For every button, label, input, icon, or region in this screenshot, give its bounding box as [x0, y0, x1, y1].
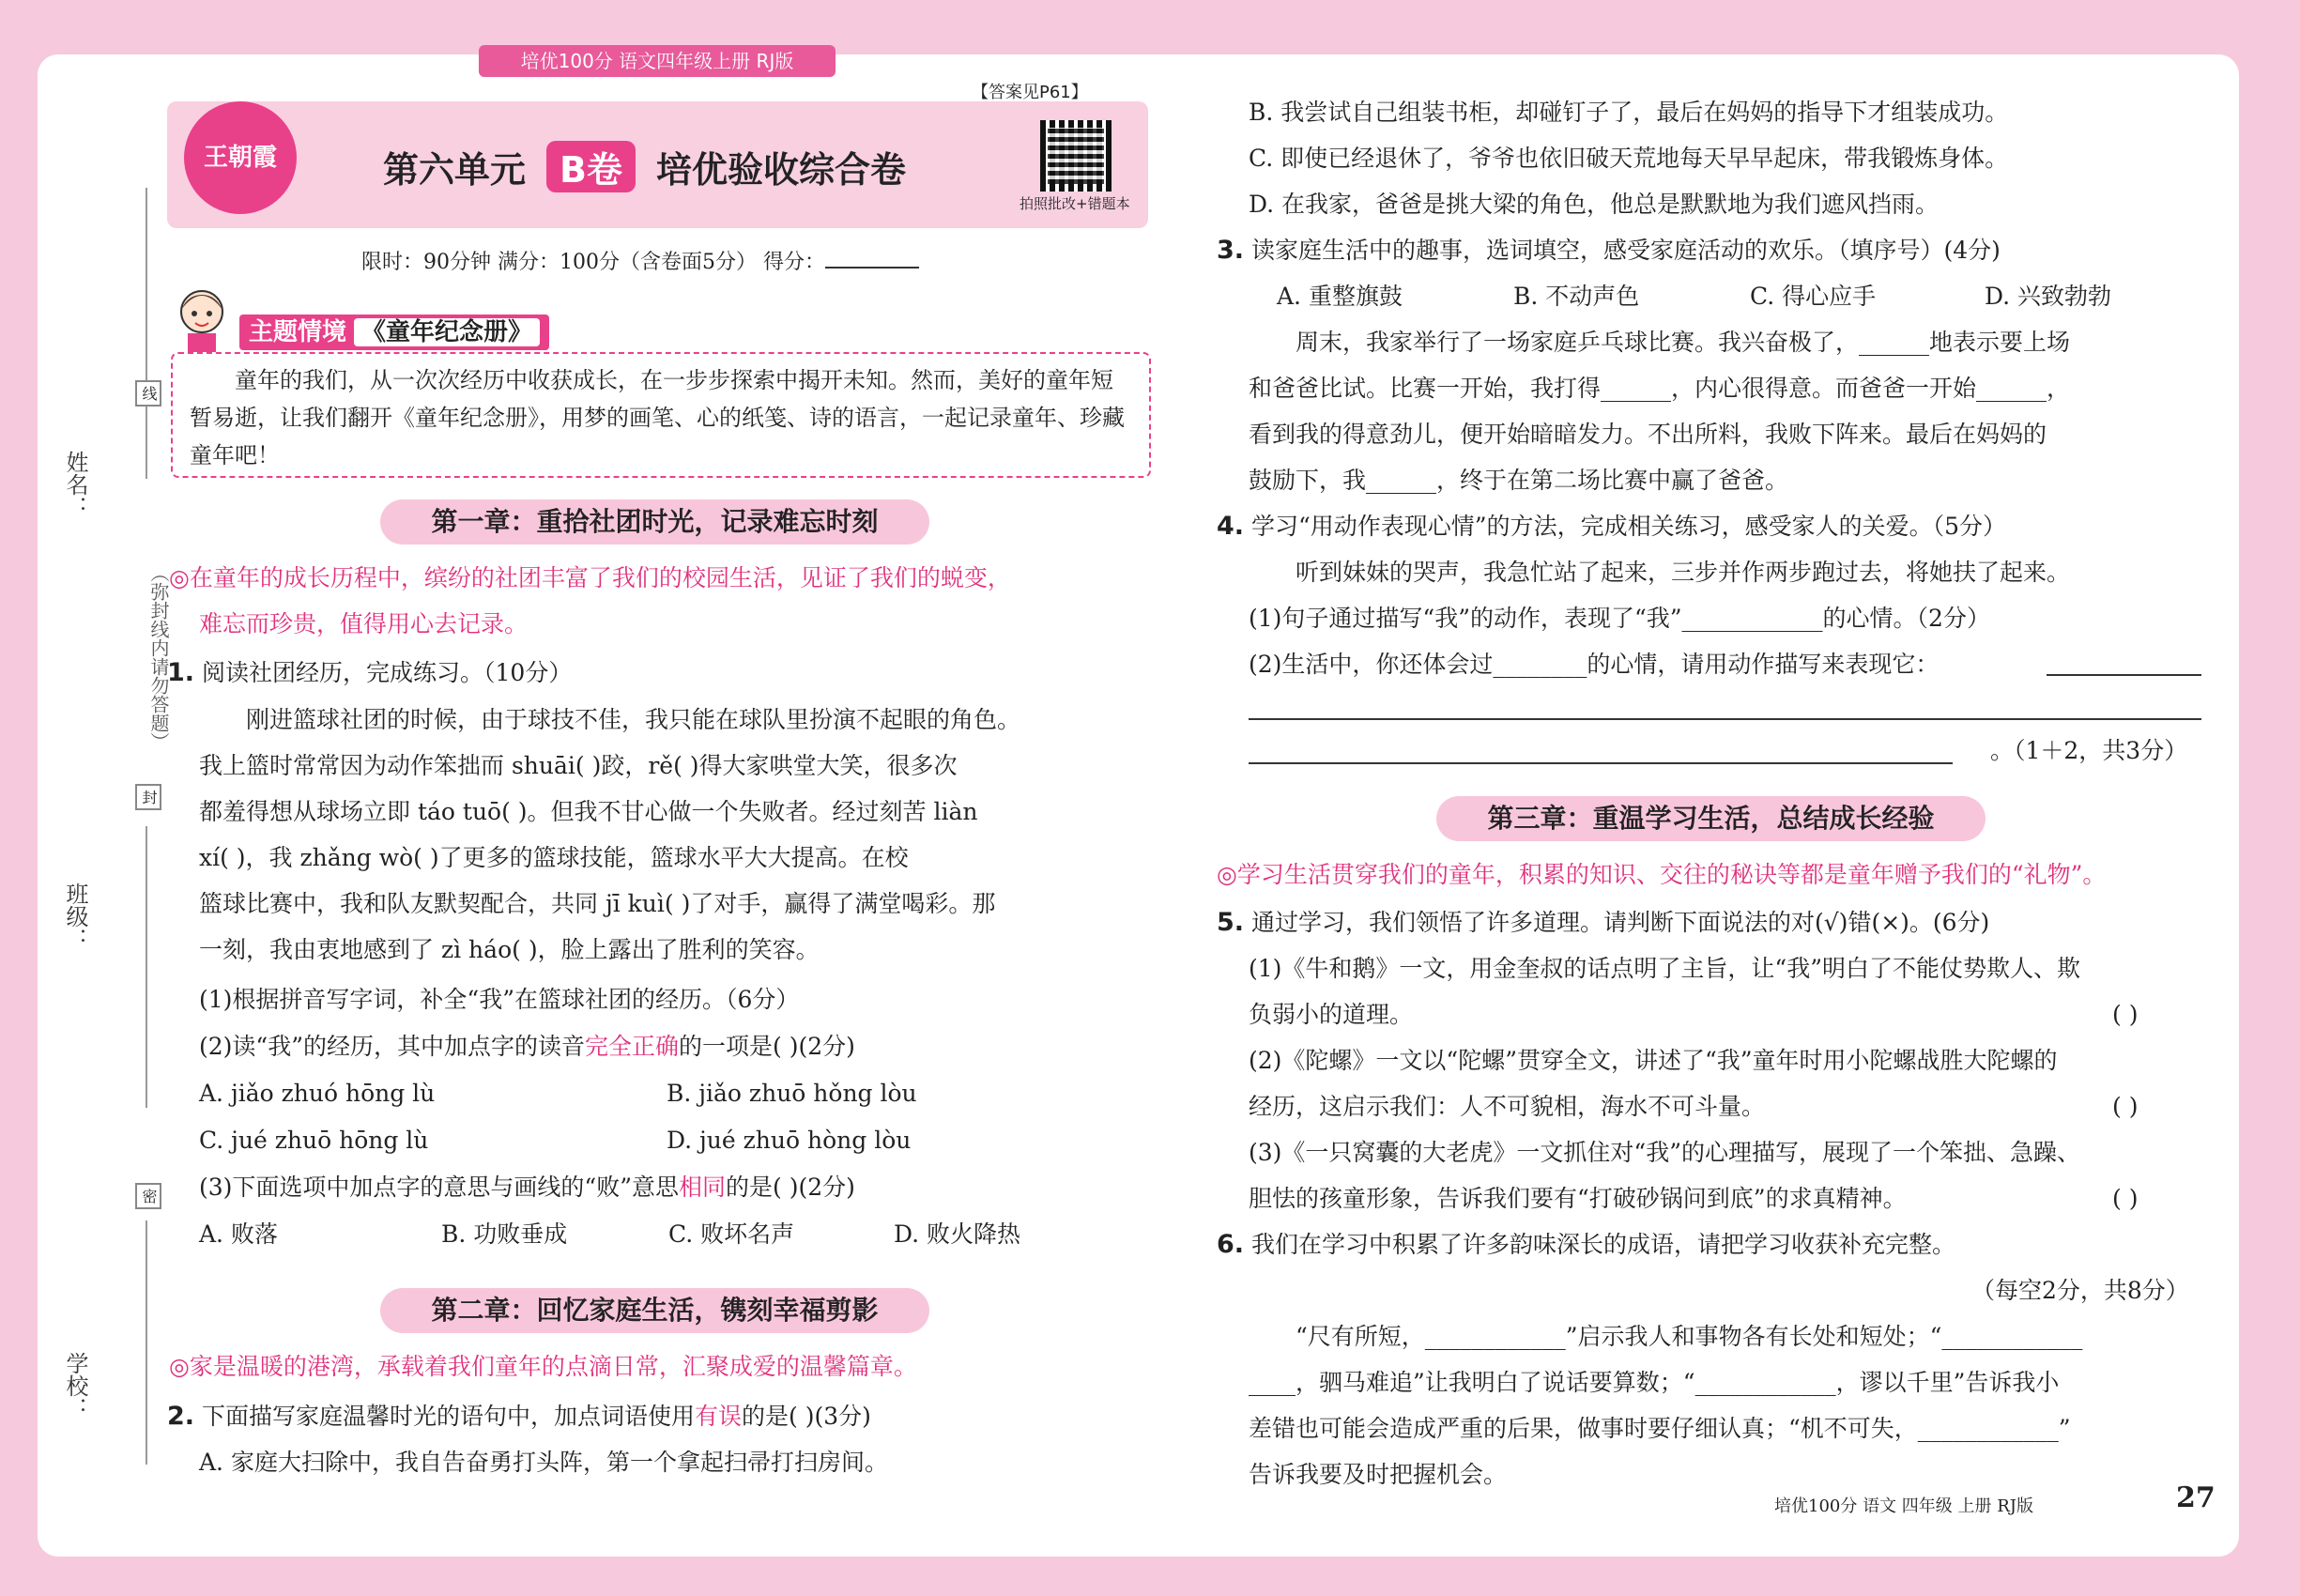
class-label: 班级：	[62, 882, 88, 950]
answer-line[interactable]	[1249, 718, 2201, 720]
qr-code[interactable]	[1040, 120, 1112, 192]
seal-note: （弥封线内请勿答题）	[147, 563, 170, 751]
chapter-1-lead: ◎在童年的成长历程中，缤纷的社团丰富了我们的校园生活，见证了我们的蜕变，	[169, 564, 1011, 591]
q5-statement-2: 经历，这启示我们：人不可貌相，海水不可斗量。	[1249, 1093, 1766, 1120]
q6-line: “尺有所短，____________”启示我人和事物各有长处和短处；“____________	[1296, 1323, 2083, 1350]
theme-tag: 主题情境 《童年纪念册》	[239, 315, 549, 350]
option-c[interactable]: C. 败坏名声	[668, 1220, 795, 1248]
q5-statement-3: (3)《一只窝囊的大老虎》一文抓住对“我”的心理描写，展现了一个笨拙、急躁、	[1249, 1139, 2080, 1166]
chapter-3-title: 第三章：重温学习生活，总结成长经验	[1436, 796, 1986, 841]
paper-title: 培优验收综合卷	[655, 149, 906, 191]
intro-text: 童年的我们，从一次次经历中收获成长，在一步步探索中揭开未知。然而，美好的童年短暂易逝，让我们翻开《童年纪念册》，用梦的画笔、心的纸笺、诗的语言，一起记录童年、珍藏童年吧！	[190, 367, 1125, 468]
q4-subquestion-1: (1)句子通过描写“我”的动作，表现了“我”____________的心情。（2分）	[1249, 605, 1990, 632]
question-5: 5. 通过学习，我们领悟了许多道理。请判断下面说法的对(√)错(×)。(6分)	[1217, 908, 1990, 937]
chapter-2-lead: ◎家是温暖的港湾，承载着我们童年的点滴日常，汇聚成爱的温馨篇章。	[169, 1353, 917, 1380]
passage-line: 篮球比赛中，我和队友默契配合，共同 jī kuì( )了对手，赢得了满堂喝彩。那	[199, 890, 996, 917]
option-a[interactable]: A. 重整旗鼓	[1277, 283, 1403, 310]
option-a[interactable]: A. jiǎo zhuó hōng lù	[199, 1080, 436, 1107]
unit-label: 第六单元	[383, 149, 527, 191]
time-score-line: 限时：90分钟 满分：100分（含卷面5分） 得分：	[361, 246, 919, 275]
option-d[interactable]: D. 兴致勃勃	[1985, 283, 2112, 310]
option-c[interactable]: C. 得心应手	[1750, 283, 1877, 310]
subquestion-3: (3)下面选项中加点字的意思与画线的“败”意思相同的是( )(2分)	[199, 1174, 855, 1201]
chapter-3-lead: ◎学习生活贯穿我们的童年，积累的知识、交往的秘诀等都是童年赠予我们的“礼物”。	[1217, 861, 2107, 888]
option-b[interactable]: B. 我尝试自己组装书柜，却碰钉子了，最后在妈妈的指导下才组装成功。	[1249, 99, 2009, 126]
cut-line	[146, 188, 147, 479]
answer-reference: 【答案见P61】	[972, 83, 1088, 102]
option-c[interactable]: C. 即使已经退休了，爷爷也依旧破天荒地每天早早起床，带我锻炼身体。	[1249, 145, 2009, 172]
girl-icon	[169, 282, 235, 357]
passage-line: 一刻，我由衷地感到了 zì háo( )，脸上露出了胜利的笑容。	[199, 936, 820, 963]
passage-line: 我上篮时常常因为动作笨拙而 shuāi( )跤，rě( )得大家哄堂大笑，很多次	[199, 752, 958, 779]
seal-mark: 密	[135, 1183, 161, 1209]
option-b[interactable]: B. 功败垂成	[441, 1220, 568, 1248]
chapter-2-title: 第二章：回忆家庭生活，镌刻幸福剪影	[380, 1288, 929, 1333]
question-3: 3. 读家庭生活中的趣事，选词填空，感受家庭活动的欢乐。（填序号）(4分)	[1217, 236, 2001, 265]
passage-line: 刚进篮球社团的时候，由于球技不佳，我只能在球队里扮演不起眼的角色。	[246, 706, 1021, 733]
page-number: 27	[2176, 1481, 2216, 1514]
answer-line[interactable]	[2047, 674, 2201, 676]
theme-name: 《童年纪念册》	[354, 318, 540, 346]
q6-line: 告诉我要及时把握机会。	[1249, 1461, 1508, 1488]
publisher-logo: 王朝霞	[184, 101, 297, 214]
option-a[interactable]: A. 家庭大扫除中，我自告奋勇打头阵，第一个拿起扫帚打扫房间。	[199, 1449, 888, 1476]
series-tab: 培优100分 语文四年级上册 RJ版	[479, 45, 836, 77]
option-d[interactable]: D. 在我家，爸爸是挑大梁的角色，他总是默默地为我们遮风挡雨。	[1249, 191, 1940, 218]
qr-caption: 拍照批改+错题本	[1020, 195, 1130, 212]
q6-line: 差错也可能会造成严重的后果，做事时要仔细认真；“机不可失，____________”	[1249, 1415, 2071, 1442]
q4-sentence: 听到妹妹的哭声，我急忙站了起来，三步并作两步跑过去，将她扶了起来。	[1296, 559, 2071, 586]
subquestion-1: (1)根据拼音写字词，补全“我”在篮球社团的经历。（6分）	[199, 986, 800, 1013]
chapter-1-lead: 难忘而珍贵，值得用心去记录。	[199, 610, 529, 637]
seal-mark: 线	[135, 380, 161, 407]
chapter-1-title: 第一章：重拾社团时光，记录难忘时刻	[380, 499, 929, 545]
question-4: 4. 学习“用动作表现心情”的方法，完成相关练习，感受家人的关爱。（5分）	[1217, 512, 2006, 541]
answer-paren[interactable]: ( )	[2112, 1093, 2139, 1120]
q4-subquestion-2: (2)生活中，你还体会过________的心情，请用动作描写来表现它：	[1249, 651, 1940, 678]
option-b[interactable]: B. 不动声色	[1513, 283, 1640, 310]
answer-paren[interactable]: ( )	[2112, 1185, 2139, 1212]
q6-line: ____，驷马难追”让我明白了说话要算数；“____________，谬以千里”告诉我小	[1249, 1369, 2060, 1396]
title-banner	[167, 101, 1148, 228]
subquestion-2: (2)读“我”的经历，其中加点字的读音完全正确的一项是( )(2分)	[199, 1033, 855, 1060]
intro-box	[171, 352, 1151, 478]
question-1: 1. 阅读社团经历，完成练习。（10分）	[167, 658, 573, 687]
option-a[interactable]: A. 败落	[199, 1220, 278, 1248]
passage-line: 鼓励下，我______，终于在第二场比赛中赢了爸爸。	[1249, 467, 1789, 494]
volume-badge: B卷	[546, 141, 636, 192]
passage-line: 看到我的得意劲儿，便开始暗暗发力。不出所料，我败下阵来。最后在妈妈的	[1249, 421, 2047, 448]
answer-line[interactable]	[1249, 762, 1953, 764]
cut-line	[146, 1220, 147, 1465]
seal-mark: 封	[135, 784, 161, 810]
option-c[interactable]: C. jué zhuō hōng lù	[199, 1127, 429, 1154]
question-6: 6. 我们在学习中积累了许多韵味深长的成语，请把学习收获补充完整。	[1217, 1230, 1956, 1259]
cut-line	[146, 826, 147, 1108]
binding-strip	[52, 169, 170, 1465]
passage-line: xí( )，我 zhǎng wò( )了更多的篮球技能，篮球水平大大提高。在校	[199, 844, 909, 871]
q5-statement-1: 负弱小的道理。	[1249, 1001, 1414, 1028]
score-blank[interactable]	[825, 267, 919, 269]
unit-title	[383, 141, 906, 192]
passage-line: 都羞得想从球场立即 táo tuō( )。但我不甘心做一个失败者。经过刻苦 liàn	[199, 798, 978, 825]
option-b[interactable]: B. jiǎo zhuō hǒng lòu	[667, 1080, 917, 1107]
option-d[interactable]: D. 败火降热	[894, 1220, 1021, 1248]
q6-score: （每空2分，共8分）	[1971, 1277, 2189, 1304]
passage-line: 和爸爸比试。比赛一开始，我打得______，内心很得意。而爸爸一开始______，	[1249, 375, 2071, 402]
school-label: 学校：	[62, 1352, 88, 1420]
q5-statement-3: 胆怯的孩童形象，告诉我们要有“打破砂锅问到底”的求真精神。	[1249, 1185, 1907, 1212]
q5-statement-1: (1)《牛和鹅》一文，用金奎叔的话点明了主旨，让“我”明白了不能仗势欺人、欺	[1249, 955, 2080, 982]
answer-paren[interactable]: ( )	[2112, 1001, 2139, 1028]
passage-line: 周末，我家举行了一场家庭乒乓球比赛。我兴奋极了，______地表示要上场	[1296, 329, 2071, 356]
name-label: 姓名：	[62, 451, 88, 518]
page-footer: 培优100分 语文 四年级 上册 RJ版	[1774, 1496, 2034, 1516]
q4-score: 。（1＋2，共3分）	[1990, 737, 2188, 764]
q5-statement-2: (2)《陀螺》一文以“陀螺”贯穿全文，讲述了“我”童年时用小陀螺战胜大陀螺的	[1249, 1047, 2058, 1074]
option-d[interactable]: D. jué zhuō hòng lòu	[667, 1127, 912, 1154]
question-2: 2. 下面描写家庭温馨时光的语句中，加点词语使用有误的是( )(3分)	[167, 1402, 871, 1431]
